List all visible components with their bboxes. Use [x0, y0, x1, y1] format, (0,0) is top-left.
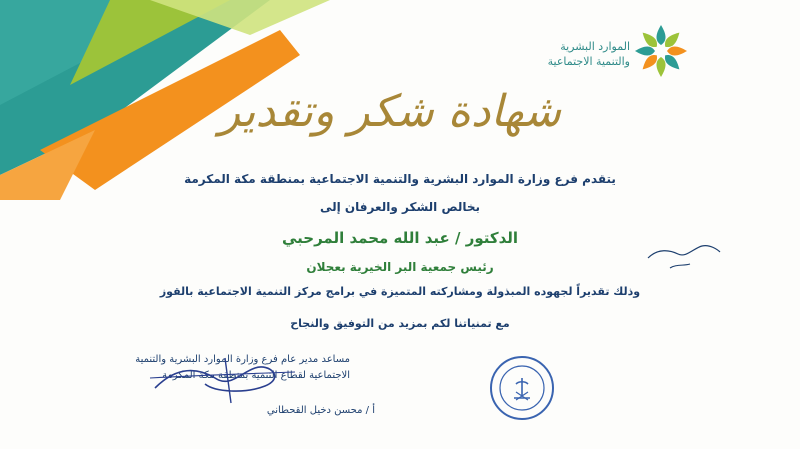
recipient-role: رئيس جمعية البر الخيرية بعجلان: [306, 260, 494, 274]
official-seal: [488, 354, 556, 422]
appreciation-reason: وذلك تقديراً لجهوده المبذولة ومشاركته المتميزة في برامج مركز التنمية الاجتماعية بالقوز: [159, 285, 641, 298]
recipient-name: الدكتور / عبد الله محمد المرحبي: [281, 229, 519, 247]
handwritten-signature: [145, 348, 305, 408]
ministry-logo: [520, 22, 690, 82]
handwritten-note: [640, 228, 730, 278]
signatory-name: أ / محسن دخيل القحطاني: [266, 405, 375, 416]
signatory-title-line2: الاجتماعية لقطاع التنمية بمنطقة مكة المكرمة: [162, 370, 350, 381]
logo-text-line2: والتنمية الاجتماعية: [547, 55, 630, 68]
logo-text-line1: الموارد البشرية: [560, 40, 630, 53]
certificate-title: [180, 80, 600, 150]
intro-line: يتقدم فرع وزارة الموارد البشرية والتنمية الاجتماعية بمنطقة مكة المكرمة: [184, 172, 616, 186]
closing-wishes: مع تمنياتنا لكم بمزيد من التوفيق والنجاح: [290, 317, 510, 330]
star-logo-icon: [632, 22, 690, 80]
thanks-line: بخالص الشكر والعرفان إلى: [319, 200, 481, 214]
certificate-title-text: شهادة شكر وتقدير: [219, 86, 561, 137]
signatory-title-line1: مساعد مدير عام فرع وزارة الموارد البشرية والتنمية: [135, 354, 350, 365]
